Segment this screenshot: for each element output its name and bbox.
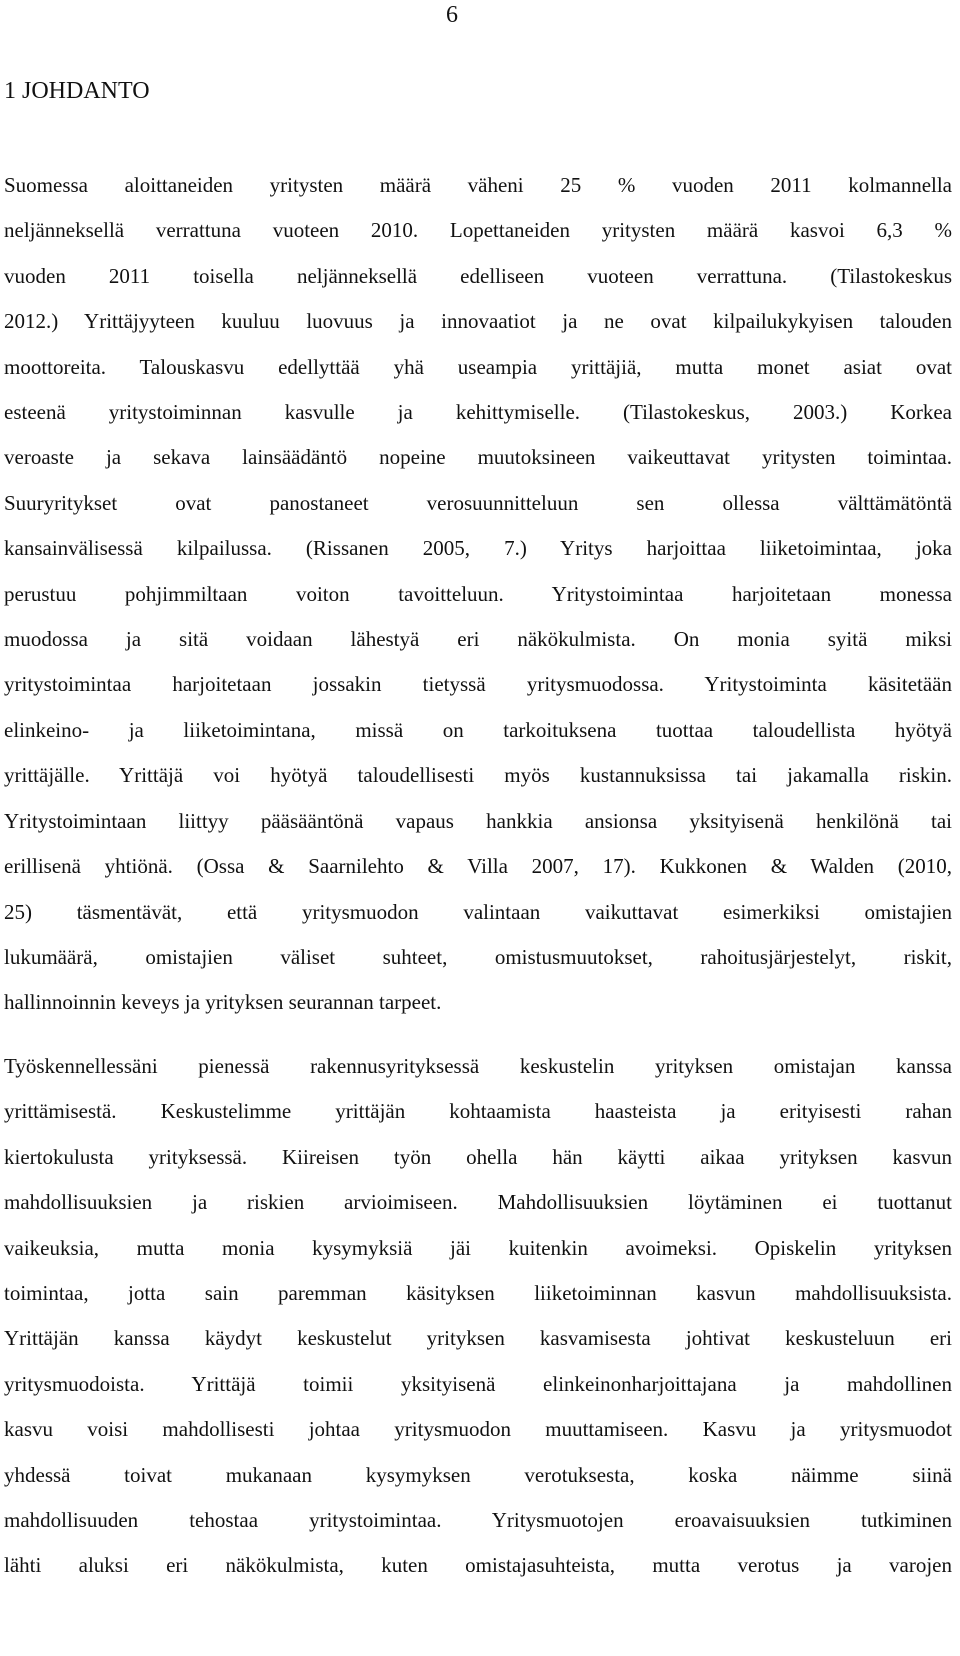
text-line: lukumäärä, omistajien väliset suhteet, omistusmuutokset, rahoitusjärjestelyt, riskit, bbox=[4, 944, 952, 969]
text-line: moottoreita. Talouskasvu edellyttää yhä useampia yrittäjiä, mutta monet asiat ovat bbox=[4, 354, 952, 379]
chapter-heading: 1 JOHDANTO bbox=[4, 78, 150, 104]
text-line: muodossa ja sitä voidaan lähestyä eri näkökulmista. On monia syitä miksi bbox=[4, 627, 952, 652]
text-line: yhdessä toivat mukanaan kysymyksen verotuksesta, koska näimme siinä bbox=[4, 1462, 952, 1487]
paragraph-2 bbox=[4, 1044, 952, 1589]
text-line: vaikeuksia, mutta monia kysymyksiä jäi kuitenkin avoimeksi. Opiskelin yrityksen bbox=[4, 1235, 952, 1260]
text-line: mahdollisuuksien ja riskien arvioimiseen. Mahdollisuuksien löytäminen ei tuottanut bbox=[4, 1190, 952, 1215]
text-line: yritysmuodoista. Yrittäjä toimii yksityisenä elinkeinonharjoittajana ja mahdollinen bbox=[4, 1371, 952, 1396]
text-line: Suuryritykset ovat panostaneet verosuunnitteluun sen ollessa välttämätöntä bbox=[4, 490, 952, 515]
text-line: 2012.) Yrittäjyyteen kuuluu luovuus ja innovaatiot ja ne ovat kilpailukykyisen talouden bbox=[4, 309, 952, 334]
text-line: Yritystoimintaan liittyy pääsääntönä vapaus hankkia ansionsa yksityisenä henkilönä tai bbox=[4, 808, 952, 833]
text-line: yrittäjälle. Yrittäjä voi hyötyä taloudellisesti myös kustannuksissa tai jakamalla riskin. bbox=[4, 763, 952, 788]
text-line: perustuu pohjimmiltaan voiton tavoitteluun. Yritystoimintaa harjoitetaan monessa bbox=[4, 581, 952, 606]
text-line: vuoden 2011 toisella neljänneksellä edelliseen vuoteen verrattuna. (Tilastokeskus bbox=[4, 263, 952, 288]
text-line: esteenä yritystoiminnan kasvulle ja kehittymiselle. (Tilastokeskus, 2003.) Korkea bbox=[4, 400, 952, 425]
text-line: kasvu voisi mahdollisesti johtaa yritysmuodon muuttamiseen. Kasvu ja yritysmuodot bbox=[4, 1417, 952, 1442]
text-line: yrittämisestä. Keskustelimme yrittäjän kohtaamista haasteista ja erityisesti rahan bbox=[4, 1099, 952, 1124]
text-line: mahdollisuuden tehostaa yritystoimintaa. Yritysmuotojen eroavaisuuksien tutkiminen bbox=[4, 1508, 952, 1533]
page-number: 6 bbox=[446, 2, 458, 28]
text-line: 25) täsmentävät, että yritysmuodon valintaan vaikuttavat esimerkiksi omistajien bbox=[4, 899, 952, 924]
text-line: Työskennellessäni pienessä rakennusyrityksessä keskustelin yrityksen omistajan kanssa bbox=[4, 1054, 952, 1078]
text-line: yritystoimintaa harjoitetaan jossakin tietyssä yritysmuodossa. Yritystoiminta käsitetään bbox=[4, 672, 952, 697]
paragraph-1 bbox=[4, 163, 952, 1026]
text-line: Yrittäjän kanssa käydyt keskustelut yrityksen kasvamisesta johtivat keskusteluun eri bbox=[4, 1326, 952, 1351]
text-line: Suomessa aloittaneiden yritysten määrä väheni 25 % vuoden 2011 kolmannella bbox=[4, 173, 952, 197]
text-line: erillisenä yhtiönä. (Ossa & Saarnilehto & Villa 2007, 17). Kukkonen & Walden (2010, bbox=[4, 854, 952, 879]
text-line: kansainvälisessä kilpailussa. (Rissanen 2005, 7.) Yritys harjoittaa liiketoimintaa, joka bbox=[4, 536, 952, 561]
text-line: toimintaa, jotta sain paremman käsityksen liiketoiminnan kasvun mahdollisuuksista. bbox=[4, 1281, 952, 1306]
text-line: elinkeino- ja liiketoimintana, missä on tarkoituksena tuottaa taloudellista hyötyä bbox=[4, 717, 952, 742]
text-line: veroaste ja sekava lainsäädäntö nopeine muutoksineen vaikeuttavat yritysten toimintaa. bbox=[4, 445, 952, 470]
text-line: hallinnoinnin keveys ja yrityksen seurannan tarpeet. bbox=[4, 990, 442, 1015]
text-line: neljänneksellä verrattuna vuoteen 2010. Lopettaneiden yritysten määrä kasvoi 6,3 % bbox=[4, 218, 952, 243]
text-line: kiertokulusta yrityksessä. Kiireisen työn ohella hän käytti aikaa yrityksen kasvun bbox=[4, 1144, 952, 1169]
text-line: lähti aluksi eri näkökulmista, kuten omistajasuhteista, mutta verotus ja varojen bbox=[4, 1553, 952, 1578]
